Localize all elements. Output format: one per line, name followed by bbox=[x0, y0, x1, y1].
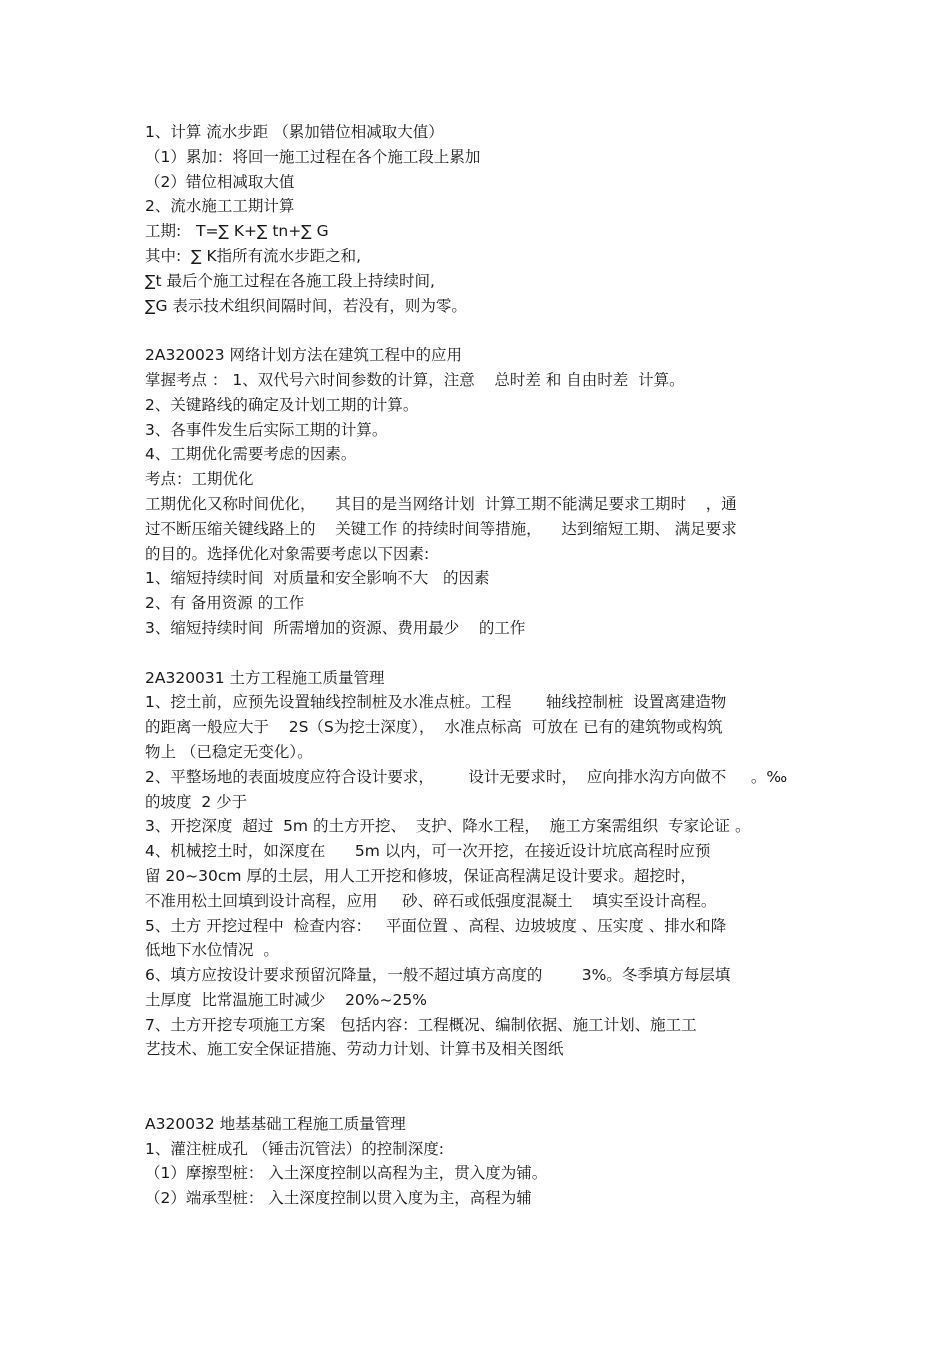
section-network-plan bbox=[145, 343, 845, 641]
text-line: （2）端承型桩： 入土深度控制以贯入度为主，高程为辅 bbox=[145, 1189, 532, 1208]
text-line: 的坡度 2 少于 bbox=[145, 792, 248, 811]
text-line: 掌握考点 ： 1、双代号六时间参数的计算，注意 总时差 和 自由时差 计算。 bbox=[145, 370, 685, 389]
section-flow-step bbox=[145, 120, 845, 318]
section-title: 2A320023 网络计划方法在建筑工程中的应用 bbox=[145, 346, 463, 365]
text-line: （1）累加：将回一施工过程在各个施工段上累加 bbox=[145, 147, 481, 166]
text-line: （1）摩擦型桩： 入土深度控制以高程为主，贯入度为铺。 bbox=[145, 1164, 548, 1183]
section-title: 2A320031 土方工程施工质量管理 bbox=[145, 668, 385, 687]
text-line: 物上 （已稳定无变化）。 bbox=[145, 742, 313, 761]
text-line: 工期: T=∑ K+∑ tn+∑ G bbox=[145, 222, 329, 241]
text-line: 的目的。选择优化对象需要考虑以下因素: bbox=[145, 544, 430, 563]
text-line: 2、平整场地的表面坡度应符合设计要求， 设计无要求时， 应向排水沟方向做不 。‰ bbox=[145, 767, 788, 786]
text-line: 6、填方应按设计要求预留沉降量，一般不超过填方高度的 3%。冬季填方每层填 bbox=[145, 966, 731, 985]
spacer bbox=[145, 1062, 845, 1112]
text-line: 过不断压缩关键线路上的 关键工作 的持续时间等措施， 达到缩短工期、 满足要求 bbox=[145, 519, 737, 538]
text-line: 3、缩短持续时间 所需增加的资源、费用最少 的工作 bbox=[145, 618, 526, 637]
document-page bbox=[145, 120, 845, 1211]
text-line: 考点：工期优化 bbox=[145, 470, 254, 489]
section-title: A320032 地基基础工程施工质量管理 bbox=[145, 1114, 406, 1133]
text-line: 其中: ∑ K指所有流水步距之和, bbox=[145, 246, 362, 265]
text-line: 3、开挖深度 超过 5m 的土方开挖、 支护、降水工程， 施工方案需组织 专家论证 。 bbox=[145, 817, 751, 836]
text-line: 不准用松土回填到设计高程，应用 砂、碎石或低强度混凝土 填实至设计高程。 bbox=[145, 891, 717, 910]
section-earthwork bbox=[145, 666, 845, 1063]
section-foundation bbox=[145, 1112, 845, 1211]
text-line: ∑t 最后个施工过程在各施工段上持续时间, bbox=[145, 271, 435, 290]
text-line: 5、土方 开挖过程中 检查内容： 平面位置 、高程、边坡坡度 、压实度 、排水和降 bbox=[145, 916, 727, 935]
text-line: 1、挖土前，应预先设置轴线控制桩及水准点桩。工程 轴线控制桩 设置离建造物 bbox=[145, 693, 727, 712]
text-line: 1、灌注桩成孔 （锤击沉管法）的控制深度: bbox=[145, 1139, 445, 1158]
text-line: 1、缩短持续时间 对质量和安全影响不大 的因素 bbox=[145, 569, 490, 588]
spacer bbox=[145, 641, 845, 666]
text-line: 的距离一般应大于 2S（S为挖士深度）， 水准点标高 可放在 已有的建筑物或构筑 bbox=[145, 718, 723, 737]
text-line: 1、计算 流水步距 （累加错位相减取大值） bbox=[145, 123, 444, 141]
text-line: 低地下水位情况 。 bbox=[145, 941, 279, 960]
text-line: 土厚度 比常温施工时减少 20%~25% bbox=[145, 990, 427, 1009]
text-line: 2、有 备用资源 的工作 bbox=[145, 594, 305, 613]
text-line: ∑G 表示技术组织间隔时间，若没有，则为零。 bbox=[145, 296, 467, 315]
text-line: 艺技术、施工安全保证措施、劳动力计划、计算书及相关图纸 bbox=[145, 1040, 564, 1059]
text-line: （2）错位相减取大值 bbox=[145, 172, 295, 191]
text-line: 工期优化又称时间优化， 其目的是当网络计划 计算工期不能满足要求工期时 ，通 bbox=[145, 494, 737, 513]
text-line: 4、机械挖土时，如深度在 5m 以内，可一次开挖，在接近设计坑底高程时应预 bbox=[145, 842, 711, 861]
spacer bbox=[145, 318, 845, 343]
text-line: 7、土方开挖专项施工方案 包括内容：工程概况、编制依据、施工计划、施工工 bbox=[145, 1015, 697, 1034]
text-line: 留 20~30cm 厚的土层，用人工开挖和修坡，保证高程满足设计要求。超挖时， bbox=[145, 866, 696, 885]
text-line: 2、关键路线的确定及计划工期的计算。 bbox=[145, 395, 419, 414]
text-line: 3、各事件发生后实际工期的计算。 bbox=[145, 420, 388, 439]
text-line: 2、流水施工工期计算 bbox=[145, 197, 295, 216]
text-line: 4、工期优化需要考虑的因素。 bbox=[145, 445, 357, 464]
